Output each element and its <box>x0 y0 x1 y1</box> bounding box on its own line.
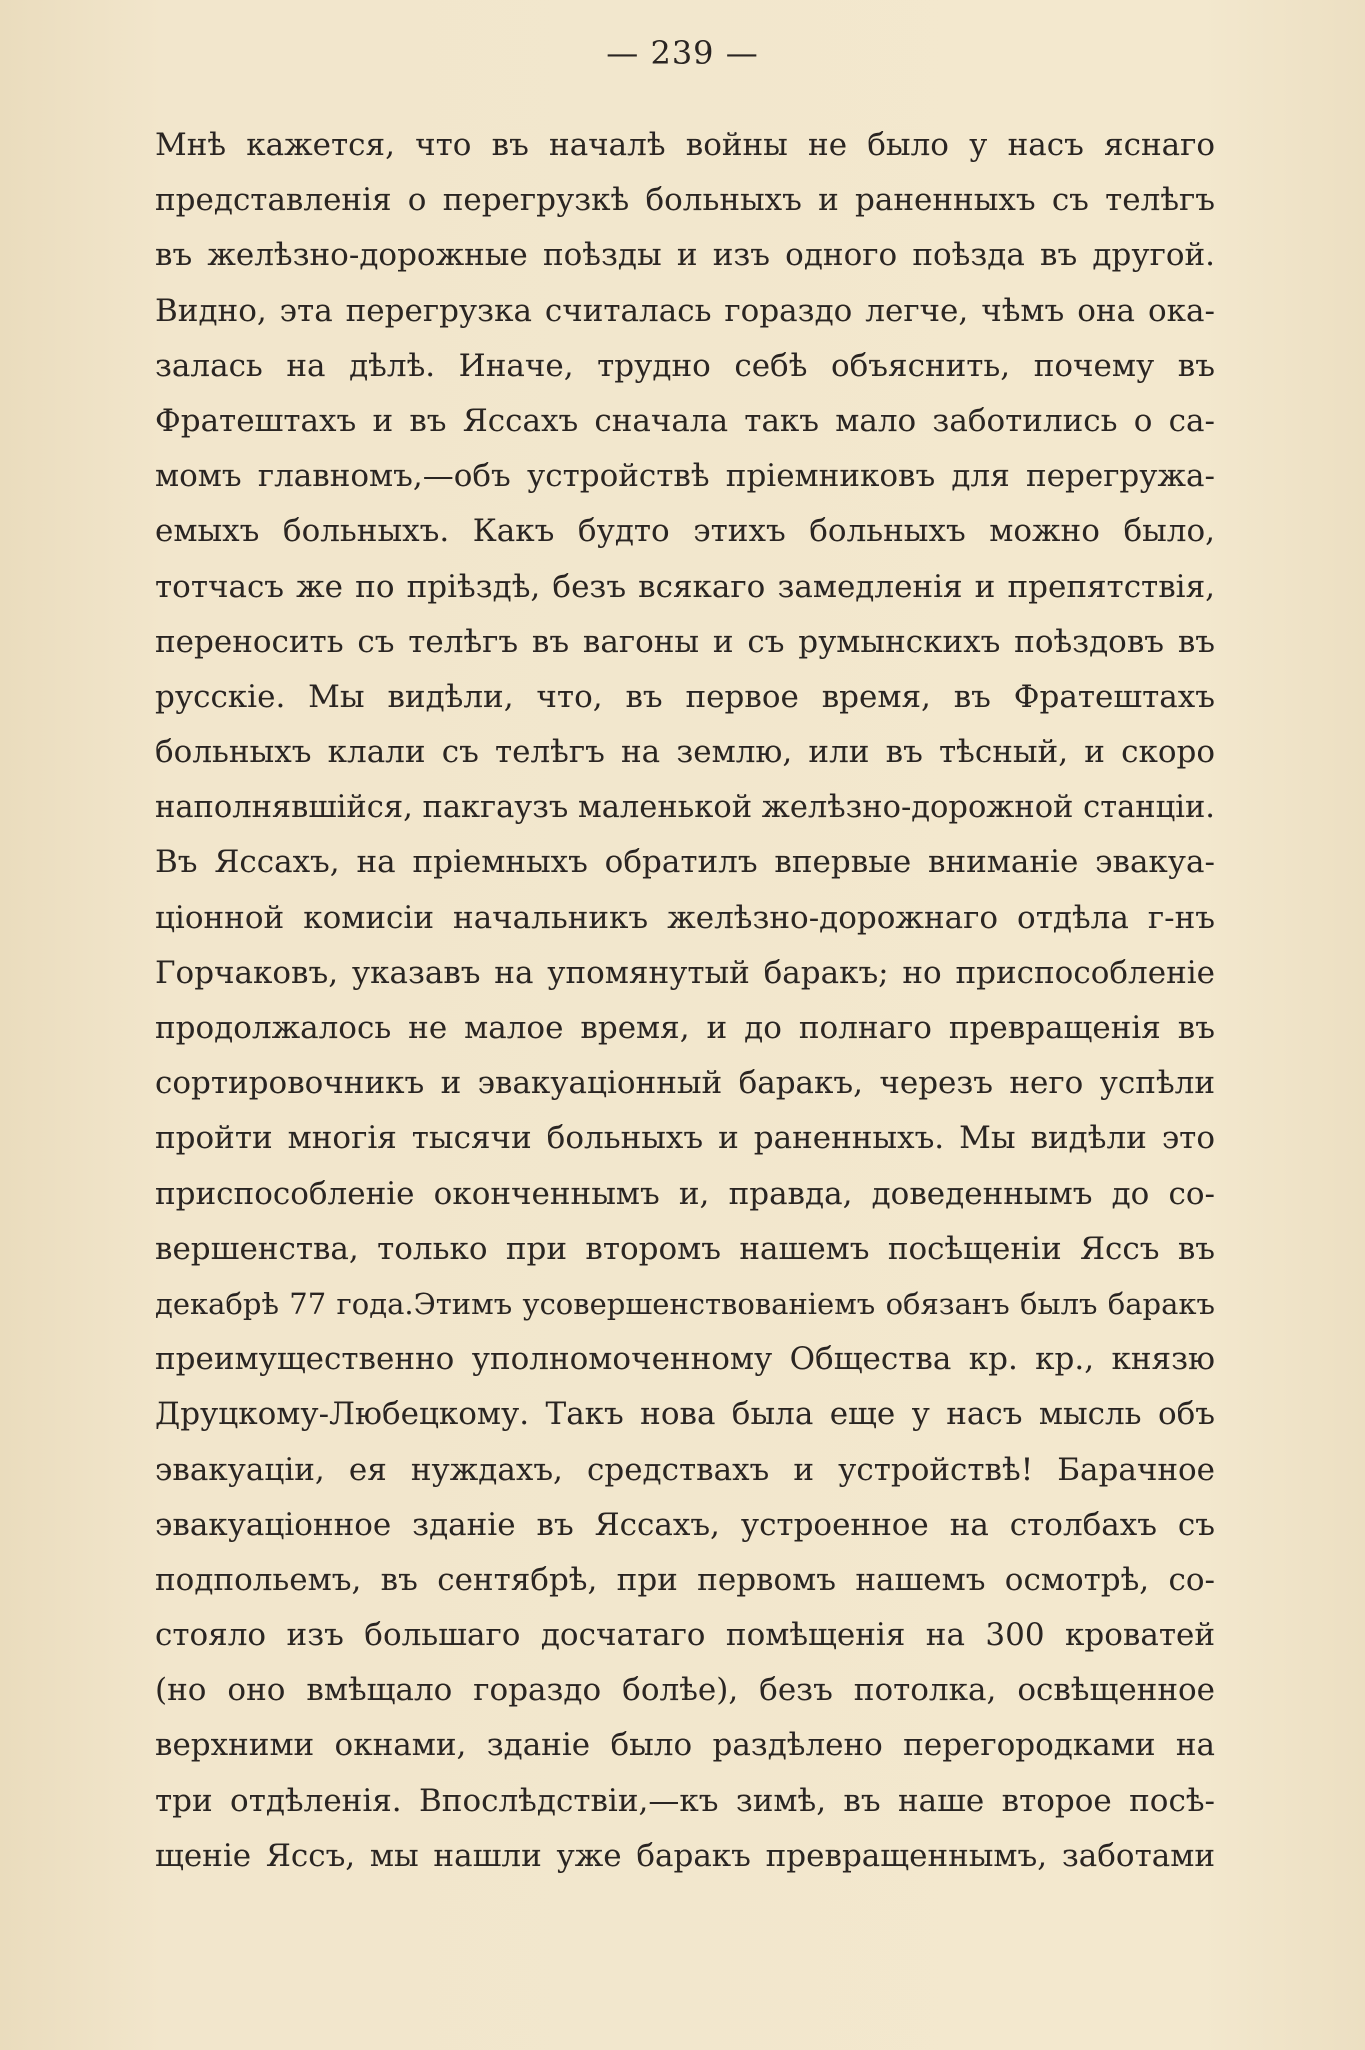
text-line: верхними окнами, зданіе было раздѣлено перегородками на <box>155 1727 1215 1764</box>
text-line: Друцкому-Любецкому. Такъ нова была еще у насъ мысль объ <box>155 1396 1215 1433</box>
text-line: ціонной комисіи начальникъ желѣзно-дорожнаго отдѣла г-нъ <box>155 899 1215 936</box>
text-line: Въ Яссахъ, на пріемныхъ обратилъ впервые вниманіе эвакуа- <box>155 844 1215 881</box>
text-line: продолжалось не малое время, и до полнаго превращенія въ <box>155 1010 1215 1046</box>
text-line: (но оно вмѣщало гораздо болѣе), безъ потолка, освѣщенное <box>155 1672 1215 1709</box>
text-line: три отдѣленія. Впослѣдствіи,—къ зимѣ, въ наше второе посѣ- <box>155 1782 1215 1819</box>
text-line: подпольемъ, въ сентябрѣ, при первомъ нашемъ осмотрѣ, со- <box>155 1561 1215 1598</box>
text-line: Фратештахъ и въ Яссахъ сначала такъ мало заботились о са- <box>155 402 1215 439</box>
text-line: Видно, эта перегрузка считалась гораздо легче, чѣмъ она ока- <box>155 292 1215 329</box>
text-line: преимущественно уполномоченному Общества кр. кр., князю <box>155 1341 1215 1378</box>
text-line: Мнѣ кажется, что въ началѣ войны не было у насъ яснаго <box>155 127 1215 163</box>
text-line: декабрѣ 77 года.Этимъ усовершенствованіемъ обязанъ былъ баракъ <box>155 1286 1215 1321</box>
text-line: русскіе. Мы видѣли, что, въ первое время, въ Фратештахъ <box>155 678 1215 715</box>
page-text <box>155 118 1215 1884</box>
text-line: щеніе Яссъ, мы нашли уже баракъ превращеннымъ, заботами <box>155 1837 1215 1874</box>
text-line: приспособленіе оконченнымъ и, правда, доведеннымъ до со- <box>155 1175 1215 1212</box>
text-line: тотчасъ же по пріѣздѣ, безъ всякаго замедленія и препятствія, <box>155 568 1215 605</box>
text-line: вершенства, только при второмъ нашемъ посѣщеніи Яссъ въ <box>155 1230 1215 1267</box>
text-line: сортировочникъ и эвакуаціонный баракъ, черезъ него успѣли <box>155 1065 1215 1102</box>
text-line: Горчаковъ, указавъ на упомянутый баракъ; но приспособленіе <box>155 954 1215 991</box>
text-line: больныхъ клали съ телѣгъ на землю, или въ тѣсный, и скоро <box>155 734 1215 771</box>
text-line: стояло изъ большаго досчатаго помѣщенія на 300 кроватей <box>155 1617 1215 1654</box>
text-line: момъ главномъ,—объ устройствѣ пріемниковъ для перегружа- <box>155 458 1215 495</box>
text-line: залась на дѣлѣ. Иначе, трудно себѣ объяснить, почему въ <box>155 347 1215 384</box>
text-line: представленія о перегрузкѣ больныхъ и раненныхъ съ телѣгъ <box>155 182 1215 219</box>
text-line: емыхъ больныхъ. Какъ будто этихъ больныхъ можно было, <box>155 513 1215 550</box>
text-line: переносить съ телѣгъ въ вагоны и съ румынскихъ поѣздовъ въ <box>155 623 1215 660</box>
text-line: наполнявшійся, пакгаузъ маленькой желѣзно-дорожной станціи. <box>155 790 1215 826</box>
text-line: пройти многія тысячи больныхъ и раненныхъ. Мы видѣли это <box>155 1120 1215 1157</box>
text-line: эвакуаціонное зданіе въ Яссахъ, устроенное на столбахъ съ <box>155 1506 1215 1543</box>
text-line: въ желѣзно-дорожные поѣзды и изъ одного поѣзда въ другой. <box>155 237 1215 274</box>
text-line: эвакуаціи, ея нуждахъ, средствахъ и устройствѣ! Барачное <box>155 1451 1215 1488</box>
page-number: — 239 — <box>606 34 759 72</box>
